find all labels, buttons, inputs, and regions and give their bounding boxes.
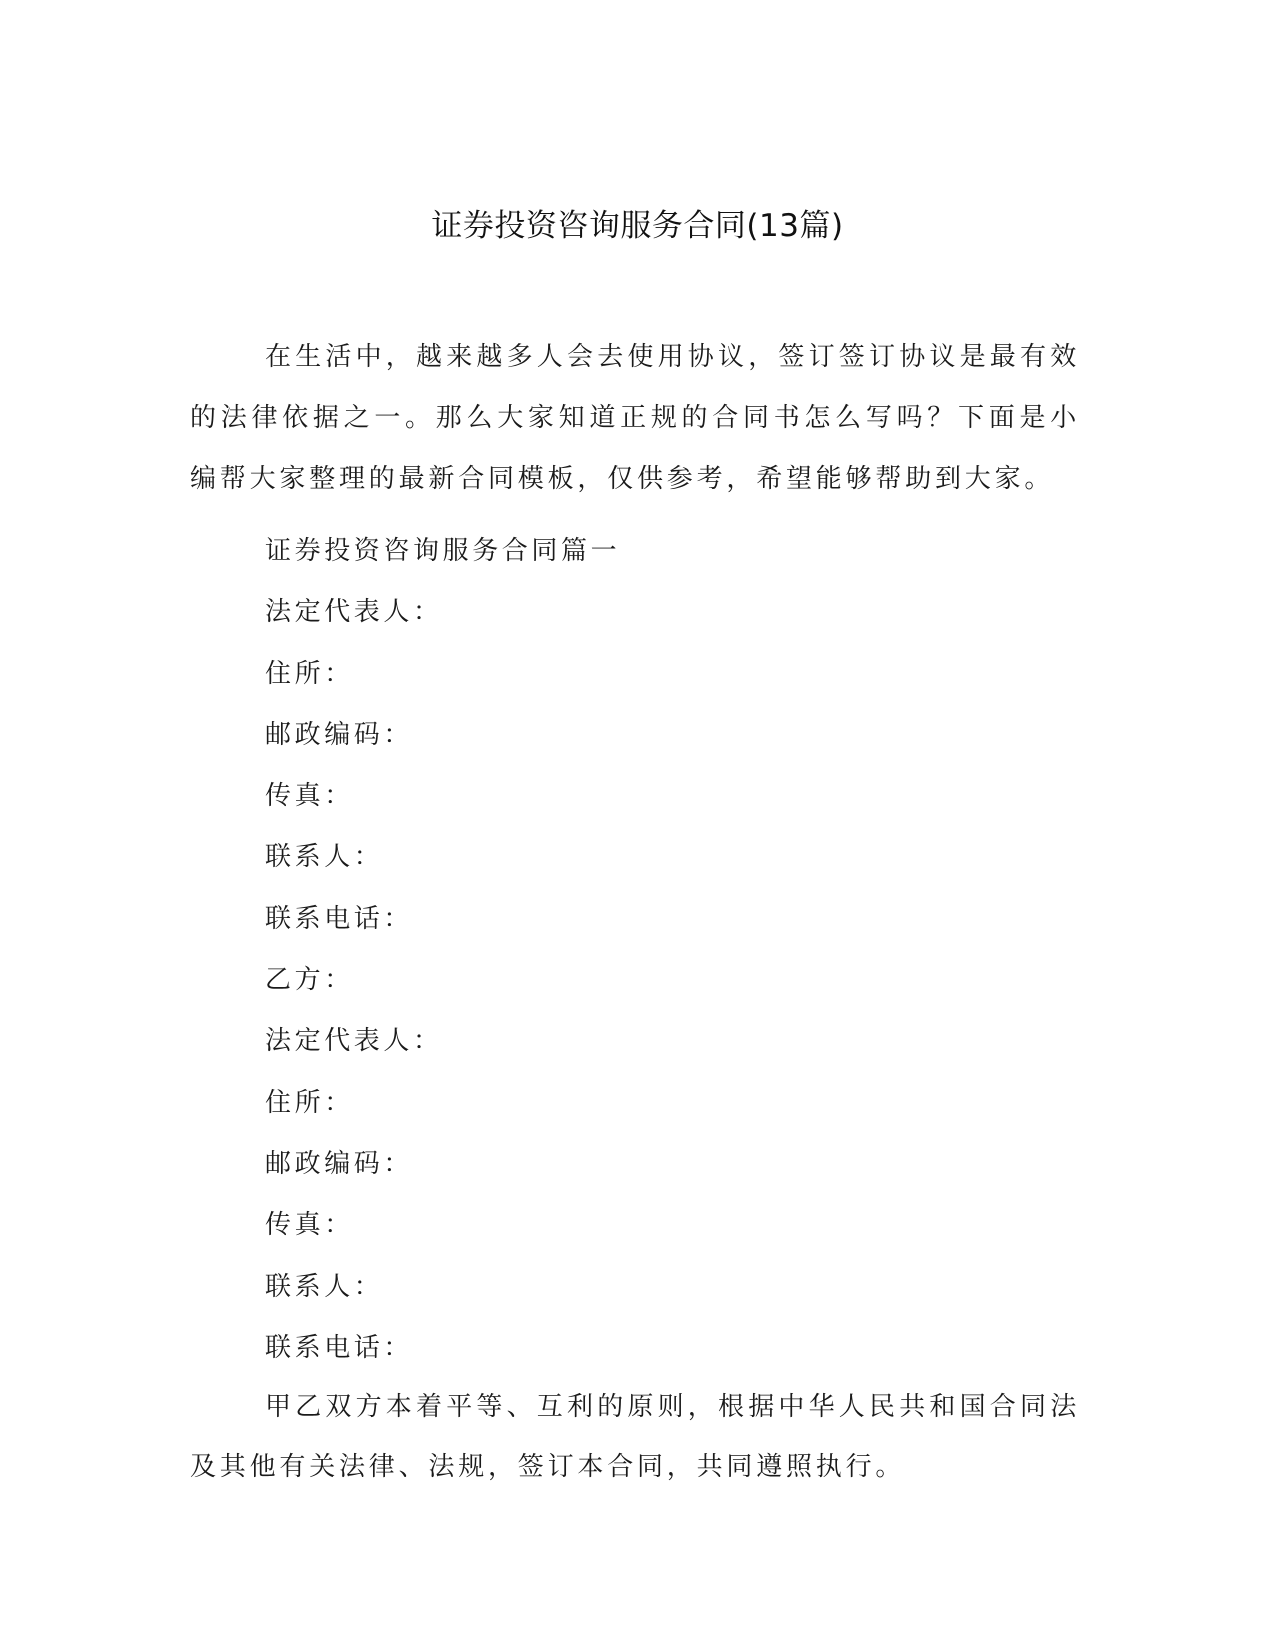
party-a-legal-rep: 法定代表人： (265, 597, 443, 628)
intro-paragraph: 在生活中，越来越多人会去使用协议，签订签订协议是最有效的法律依据之一。那么大家知道正规的合同书怎么写吗？下面是小编帮大家整理的最新合同模板，仅供参考，希望能够帮助到大家。 (190, 342, 1080, 494)
party-b-legal-rep: 法定代表人： (265, 1026, 443, 1057)
contract-fields (265, 521, 1065, 1379)
party-a-contact: 联系人： (265, 842, 384, 873)
party-a-fax: 传真： (265, 781, 354, 812)
party-b-label: 乙方： (265, 965, 354, 996)
party-a-phone: 联系电话： (265, 903, 414, 934)
party-a-address: 住所： (265, 658, 354, 689)
party-b-address: 住所： (265, 1087, 354, 1118)
party-b-contact: 联系人： (265, 1271, 384, 1302)
party-b-phone: 联系电话： (265, 1332, 414, 1363)
document-title: 证券投资咨询服务合同(13篇) (431, 208, 844, 244)
party-b-fax: 传真： (265, 1210, 354, 1241)
party-a-postal-code: 邮政编码： (265, 719, 414, 750)
party-b-postal-code: 邮政编码： (265, 1148, 414, 1179)
closing-paragraph: 甲乙双方本着平等、互利的原则，根据中华人民共和国合同法及其他有关法律、法规，签订本合同，共同遵照执行。 (190, 1392, 1080, 1482)
section-heading: 证券投资咨询服务合同篇一 (265, 536, 621, 566)
